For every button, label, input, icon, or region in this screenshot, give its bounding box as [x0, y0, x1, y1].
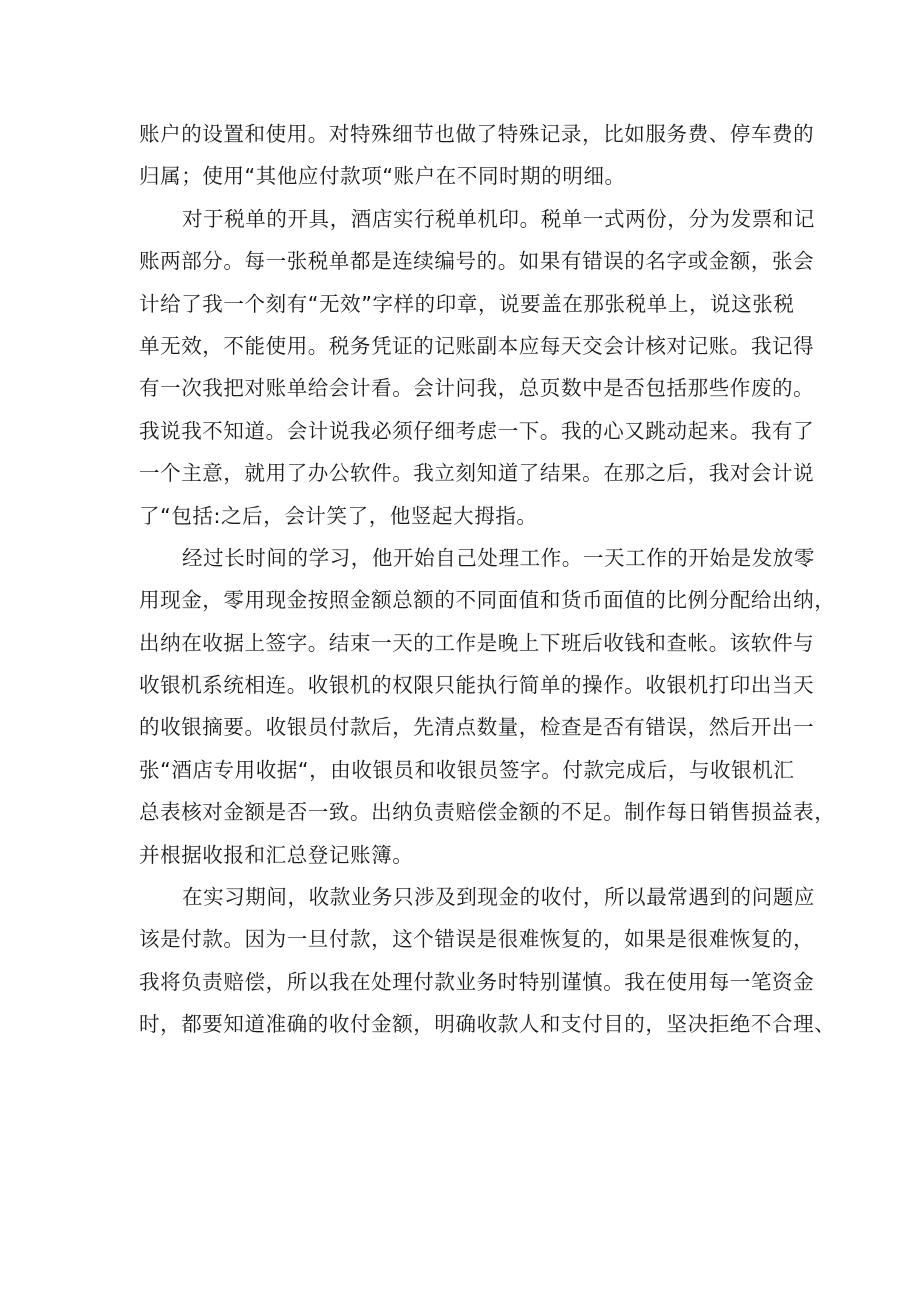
text-line: 出纳在收据上签字。结束一天的工作是晚上下班后收钱和查帐。该软件与: [139, 630, 815, 655]
text-line: 我说我不知道。会计说我必须仔细考虑一下。我的心又跳动起来。我有了: [139, 418, 815, 443]
paragraph-start-line: 在实习期间，收款业务只涉及到现金的收付，所以最常遇到的问题应: [182, 885, 815, 910]
text-line: 计给了我一个刻有“无效”字样的印章，说要盖在那张税单上，说这张税: [139, 291, 795, 316]
text-line: 张“酒店专用收据“，由收银员和收银员签字。付款完成后，与收银机汇: [139, 757, 795, 782]
paragraph-start-line: 对于税单的开具，酒店实行税单机印。税单一式两份，分为发票和记: [182, 206, 815, 231]
text-line: 总表核对金额是否一致。出纳负责赔偿金额的不足。制作每日销售损益表，: [139, 800, 836, 825]
text-line: 收银机系统相连。收银机的权限只能执行简单的操作。收银机打印出当天: [139, 673, 815, 698]
text-line: 并根据收报和汇总登记账簿。: [139, 842, 414, 867]
body-text: [139, 113, 836, 1046]
text-line: 我将负责赔偿，所以我在处理付款业务时特别谨慎。我在使用每一笔资金: [139, 969, 815, 994]
text-line: 的收银摘要。收银员付款后，先清点数量，检查是否有错误，然后开出一: [139, 715, 815, 740]
text-line: 了“包括:之后，会计笑了，他竖起大拇指。: [139, 503, 538, 528]
text-line: 用现金，零用现金按照金额总额的不同面值和货币面值的比例分配给出纳，: [139, 588, 836, 613]
text-line: 单无效，不能使用。税务凭证的记账副本应每天交会计核对记账。我记得: [139, 333, 815, 358]
paragraph-start-line: 经过长时间的学习，他开始自己处理工作。一天工作的开始是发放零: [182, 545, 815, 570]
text-line: 账两部分。每一张税单都是连续编号的。如果有错误的名字或金额，张会: [139, 249, 815, 274]
text-line: 有一次我把对账单给会计看。会计问我，总页数中是否包括那些作废的。: [139, 376, 815, 401]
text-line: 时，都要知道准确的收付金额，明确收款人和支付目的，坚决拒绝不合理、: [139, 1012, 836, 1037]
text-line: 账户的设置和使用。对特殊细节也做了特殊记录，比如服务费、停车费的: [139, 122, 815, 146]
text-line: 一个主意，就用了办公软件。我立刻知道了结果。在那之后，我对会计说: [139, 461, 815, 486]
text-line: 该是付款。因为一旦付款，这个错误是很难恢复的，如果是很难恢复的，: [139, 927, 815, 952]
text-line: 归属；使用“其他应付款项“账户在不同时期的明细。: [139, 164, 626, 189]
